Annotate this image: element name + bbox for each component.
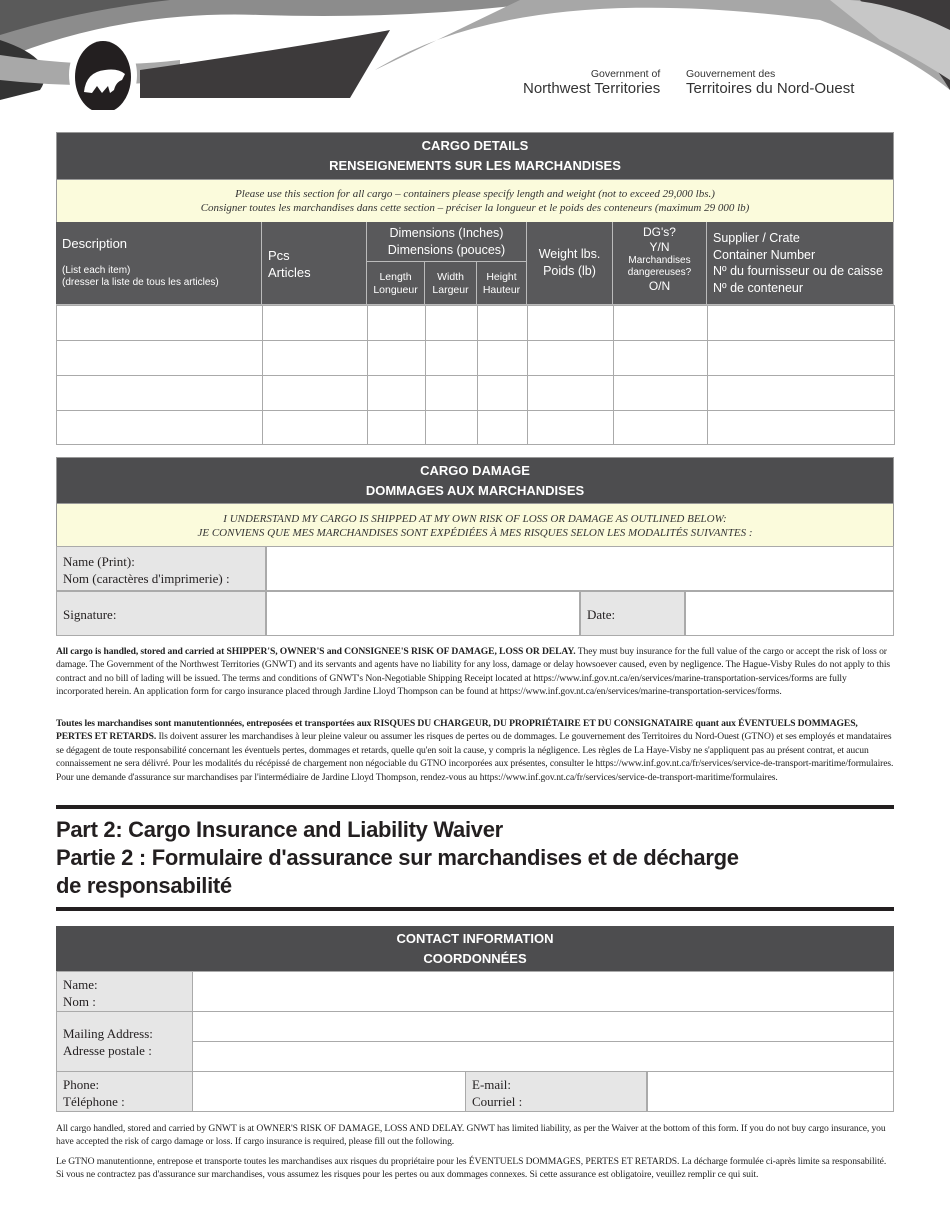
cargo-row-1-cell-6[interactable] [527, 305, 614, 341]
cargo-row-2-cell-6[interactable] [527, 340, 614, 376]
mailing-address-label [56, 1011, 193, 1072]
ph2: Téléphone : [63, 1094, 125, 1109]
cargo-damage-table [56, 457, 894, 547]
cargo-row-3-cell-2[interactable] [262, 375, 368, 411]
part2-title [56, 816, 739, 900]
cargo-row-3-cell-7[interactable] [613, 375, 708, 411]
cn2: Nom : [63, 994, 96, 1009]
signature-field[interactable] [266, 591, 580, 636]
cargo-row-4-cell-8[interactable] [707, 410, 895, 445]
cargo-row-4-cell-5[interactable] [477, 410, 528, 445]
contact-table [56, 926, 894, 972]
cargo-row-3-cell-4[interactable] [425, 375, 478, 411]
cargo-row-1-cell-5[interactable] [477, 305, 528, 341]
sup1: Supplier / Crate [713, 231, 800, 245]
mailing-address-line1[interactable] [192, 1011, 894, 1042]
note-fr: Consigner toutes les marchandises dans cette section – préciser la longueur et le poids des conteneurs (maximum 29 000 lb) [200, 202, 750, 214]
em2: Courriel : [472, 1094, 523, 1109]
largeur: Largeur [432, 284, 469, 296]
col-pcs [262, 222, 367, 305]
hauteur: Hauteur [482, 284, 521, 296]
col-height [477, 262, 527, 305]
cargo-row-1-cell-8[interactable] [707, 305, 895, 341]
cargo-row-2-cell-3[interactable] [367, 340, 426, 376]
height: Height [486, 271, 517, 283]
phone-label [56, 1071, 193, 1112]
cargo-row-2-cell-1[interactable] [56, 340, 263, 376]
email-field[interactable] [647, 1071, 894, 1112]
cargo-row-1-cell-2[interactable] [262, 305, 368, 341]
cargo-row-3-cell-3[interactable] [367, 375, 426, 411]
dim-en: Dimensions (Inches) [389, 226, 504, 240]
part2-title-fr1: Partie 2 : Formulaire d'assurance sur marchandises et de décharge [56, 845, 739, 870]
disclaimer-en-text: They must buy insurance for the full value of the cargo or accept the risk of loss or damage. The Government of the Northwest Territories (GNWT) and its servants and agents have no liability for any loss, damage or delay howsoever caused, even by negligence. The Hague-Visby Rules do not apply to this contract and no bill of lading will be issued. The terms and conditions of GNWT's Non-Negotiable Shipping Receipt located at https://www.inf.gov.nt.ca/en/services/marine-transportation-services/forms are fully incorporated herein. An application form for cargo insurance placed through Jardine Lloyd Thompson can be found at https://www.inf.gov.nt.ca/en/services/marine-transportation-services/forms. [56, 646, 891, 698]
gov-en [523, 68, 660, 97]
cargo-row-4-cell-2[interactable] [262, 410, 368, 445]
damage-note-en: I UNDERSTAND MY CARGO IS SHIPPED AT MY OWN RISK OF LOSS OR DAMAGE AS OUTLINED BELOW: [223, 513, 727, 525]
date-field[interactable] [685, 591, 894, 636]
date-label: Date: [580, 591, 685, 636]
damage-title-en: CARGO DAMAGE [420, 463, 530, 478]
contact-name-label [56, 971, 193, 1012]
ma2: Adresse postale : [63, 1043, 152, 1058]
pcs-label: Pcs [268, 248, 290, 263]
contact-name-field[interactable] [192, 971, 894, 1012]
articles-label: Articles [268, 265, 311, 280]
disclaimer-en-bold: All cargo is handled, stored and carried at SHIPPER'S, OWNER'S and CONSIGNEE'S RISK OF DAMAGE, LOSS OR DELAY. [56, 646, 576, 657]
sub1: (List each item) [62, 265, 131, 276]
name-print-label [56, 546, 266, 591]
col-width [425, 262, 477, 305]
bottom-fr: Le GTNO manutentionne, entrepose et transporte toutes les marchandises aux risques du propriétaire pour les ÉVENTUELS DOMMAGES, PERTES ET RETARDS. La décharge formulée ci-après limite sa responsabilité. Si vous ne contractez pas d'assurance sur marchandises, vous assumez les risques pour les pertes ou aux dommages connexes. Si cette assurance est obligatoire, veuillez remplir ce qui suit. [56, 1156, 887, 1181]
cargo-details-title-fr: RENSEIGNEMENTS SUR LES MARCHANDISES [329, 158, 621, 173]
col-supplier [707, 222, 894, 305]
col-dg [613, 222, 707, 305]
cargo-row-1-cell-4[interactable] [425, 305, 478, 341]
cargo-row-4-cell-6[interactable] [527, 410, 614, 445]
name-print-field[interactable] [266, 546, 894, 591]
note-en: Please use this section for all cargo – containers please specify length and weight (not to exceed 29,000 lbs.) [235, 188, 715, 200]
cargo-row-3-cell-6[interactable] [527, 375, 614, 411]
cargo-row-2-cell-5[interactable] [477, 340, 528, 376]
col-weight [527, 222, 613, 305]
cargo-row-3-cell-1[interactable] [56, 375, 263, 411]
disclaimer-fr-bold: Toutes les marchandises sont manutentionnées, entreposées et transportées aux RISQUES DU CHARGEUR, DU PROPRIÉTAIRE ET DU CONSIGNATAIRE quant aux ÉVENTUELS DOMMAGES, PERTES ET RETARDS. [56, 718, 858, 743]
damage-title-fr: DOMMAGES AUX MARCHANDISES [365, 483, 585, 498]
gov-fr [686, 68, 854, 97]
phone-field[interactable] [192, 1071, 466, 1112]
dg-on: O/N [648, 279, 671, 293]
cargo-row-3-cell-8[interactable] [707, 375, 895, 411]
name-l1: Name (Print): [63, 554, 135, 569]
dim-fr: Dimensions (pouces) [387, 243, 506, 257]
damage-note-fr: JE CONVIENS QUE MES MARCHANDISES SONT EXPÉDIÉES À MES RISQUES SELON LES MODALITÉS SUIVANTES : [197, 527, 753, 539]
ma1: Mailing Address: [63, 1026, 153, 1041]
cargo-row-2-cell-4[interactable] [425, 340, 478, 376]
divider [56, 907, 894, 911]
col-description-sub [62, 265, 255, 289]
longueur: Longueur [373, 284, 418, 296]
weight-fr: Poids (lb) [543, 264, 596, 278]
dg-en: DG's? [643, 225, 676, 239]
cargo-details-title-en: CARGO DETAILS [421, 138, 529, 153]
col-length [367, 262, 425, 305]
gov-en-small: Government of [590, 68, 661, 80]
em1: E-mail: [472, 1077, 511, 1092]
gov-en-name: Northwest Territories [523, 80, 661, 97]
cargo-row-3-cell-5[interactable] [477, 375, 528, 411]
col-description [56, 222, 262, 305]
gov-fr-small: Gouvernement des [686, 68, 776, 80]
signature-label: Signature: [56, 591, 266, 636]
cargo-details-header [57, 133, 893, 179]
mailing-address-line2[interactable] [192, 1041, 894, 1072]
disclaimer-fr [56, 717, 896, 784]
cargo-row-4-cell-3[interactable] [367, 410, 426, 445]
cargo-damage-note [57, 503, 893, 547]
weight-en: Weight lbs. [538, 247, 601, 261]
cargo-row-1-cell-7[interactable] [613, 305, 708, 341]
cn1: Name: [63, 977, 98, 992]
gov-fr-name: Territoires du Nord-Ouest [686, 80, 855, 97]
name-l2: Nom (caractères d'imprimerie) : [63, 571, 230, 586]
sub2: (dresser la liste de tous les articles) [62, 277, 219, 288]
sup3: Nº du fournisseur ou de caisse [713, 264, 883, 278]
contact-title-fr: COORDONNÉES [423, 951, 527, 966]
dg-yn: Y/N [649, 240, 670, 254]
contact-header [56, 926, 894, 972]
contact-title-en: CONTACT INFORMATION [396, 931, 554, 946]
cargo-damage-header [57, 458, 893, 503]
cargo-details-note [57, 179, 893, 223]
sup4: Nº de conteneur [713, 280, 804, 295]
cargo-row-4-cell-4[interactable] [425, 410, 478, 445]
cargo-row-2-cell-7[interactable] [613, 340, 708, 376]
length: Length [379, 271, 412, 283]
disclaimer-fr-text: Ils doivent assurer les marchandises à leur pleine valeur ou assumer les risques de pertes ou de dommages. Le gouvernement des Territoires du Nord-Ouest (GTNO) et ses employés et mandataires se dégagent de toute responsabilité concernant les éventuels pertes, dommages et retards, quelle qu'en soit la cause, y compris la négligence. Les règles de La Haye-Visby ne s'appliquent pas au présent contrat, et aucun connaissement ne sera délivré. Pour les modalités du récépissé de chargement non négociable du GTNO incorporées aux présentes, consulter le https://www.inf.gov.nt.ca/fr/services/service-de-transport-maritime/formulaires. Pour une demande d'assurance sur marchandises par l'intermédiaire de Jardine Lloyd Thompson, rendez-vous au https://www.inf.gov.nt.ca/fr/services/service-de-transport-maritime/formulaires. [56, 731, 894, 783]
cargo-row-2-cell-8[interactable] [707, 340, 895, 376]
cargo-row-4-cell-1[interactable] [56, 410, 263, 445]
disclaimer-en [56, 645, 896, 699]
width: Width [437, 271, 464, 283]
cargo-row-2-cell-2[interactable] [262, 340, 368, 376]
part2-title-en: Part 2: Cargo Insurance and Liability Waiver [56, 817, 503, 842]
dg-fr: Marchandises dangereuses? [627, 255, 692, 278]
col-description-label: Description [62, 236, 128, 251]
col-dimensions [367, 222, 527, 262]
cargo-row-4-cell-7[interactable] [613, 410, 708, 445]
cargo-row-1-cell-3[interactable] [367, 305, 426, 341]
cargo-row-1-cell-1[interactable] [56, 305, 263, 341]
divider [56, 805, 894, 809]
sup2: Container Number [713, 247, 816, 262]
ph1: Phone: [63, 1077, 100, 1092]
email-label [465, 1071, 647, 1112]
bottom-en: All cargo handled, stored and carried by GNWT is at OWNER'S RISK OF DAMAGE, LOSS AND DELAY. GNWT has limited liability, as per the Waiver at the bottom of this form. If you do not buy cargo insurance, you have accepted the risk of cargo damage or loss. If cargo insurance is required, please fill out the following. [56, 1123, 886, 1148]
part2-title-fr2: de responsabilité [56, 873, 232, 898]
